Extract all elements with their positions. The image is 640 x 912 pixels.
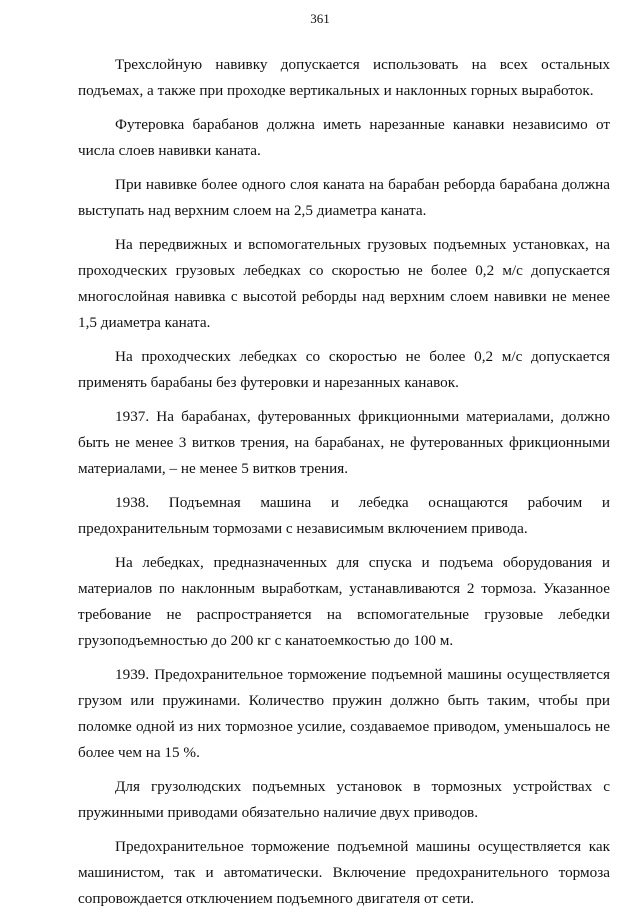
page-number: 361 [310, 11, 330, 26]
paragraph-1: Трехслойную навивку допускается использовать на всех остальных подъемах, а также при проходке вертикальных и наклонных горных выработок. [78, 56, 610, 99]
paragraph-4: На передвижных и вспомогательных грузовых подъемных установках, на проходческих грузовых лебедках со скоростью не более 0,2 м/с допускается многослойная навивка с высотой реборды над верхним слоем навивки не менее 1,5 диаметра каната. [78, 236, 610, 331]
paragraph-5: На проходческих лебедках со скоростью не более 0,2 м/с допускается применять барабаны без футеровки и нарезанных канавок. [78, 348, 610, 391]
paragraph-11: Предохранительное торможение подъемной машины осуществляется как машинистом, так и автоматически. Включение предохранительного тормоза сопровождается отключением подъемного двигателя от сети. [78, 838, 610, 907]
paragraph-3: При навивке более одного слоя каната на барабан реборда барабана должна выступать над верхним слоем на 2,5 диаметра каната. [78, 176, 610, 219]
paragraph-2: Футеровка барабанов должна иметь нарезанные канавки независимо от числа слоев навивки каната. [78, 116, 610, 159]
paragraph-9: 1939. Предохранительное торможение подъемной машины осуществляется грузом или пружинами. Количество пружин должно быть таким, чтобы при поломке одной из них тормозное усилие, создаваемое приводом, уменьшалось не более чем на 15 %. [78, 666, 610, 761]
document-body [78, 52, 610, 912]
paragraph-8: На лебедках, предназначенных для спуска и подъема оборудования и материалов по наклонным выработкам, устанавливаются 2 тормоза. Указанное требование не распространяется на вспомогательные грузовые лебедки грузоподъемностью до 200 кг с канатоемкостью до 100 м. [78, 554, 610, 649]
paragraph-10: Для грузолюдских подъемных установок в тормозных устройствах с пружинными приводами обязательно наличие двух приводов. [78, 778, 610, 821]
paragraph-7: 1938. Подъемная машина и лебедка оснащаются рабочим и предохранительным тормозами с независимым включением привода. [78, 494, 610, 537]
paragraph-6: 1937. На барабанах, футерованных фрикционными материалами, должно быть не менее 3 витков трения, на барабанах, не футерованных фрикционными материалами, – не менее 5 витков трения. [78, 408, 610, 477]
